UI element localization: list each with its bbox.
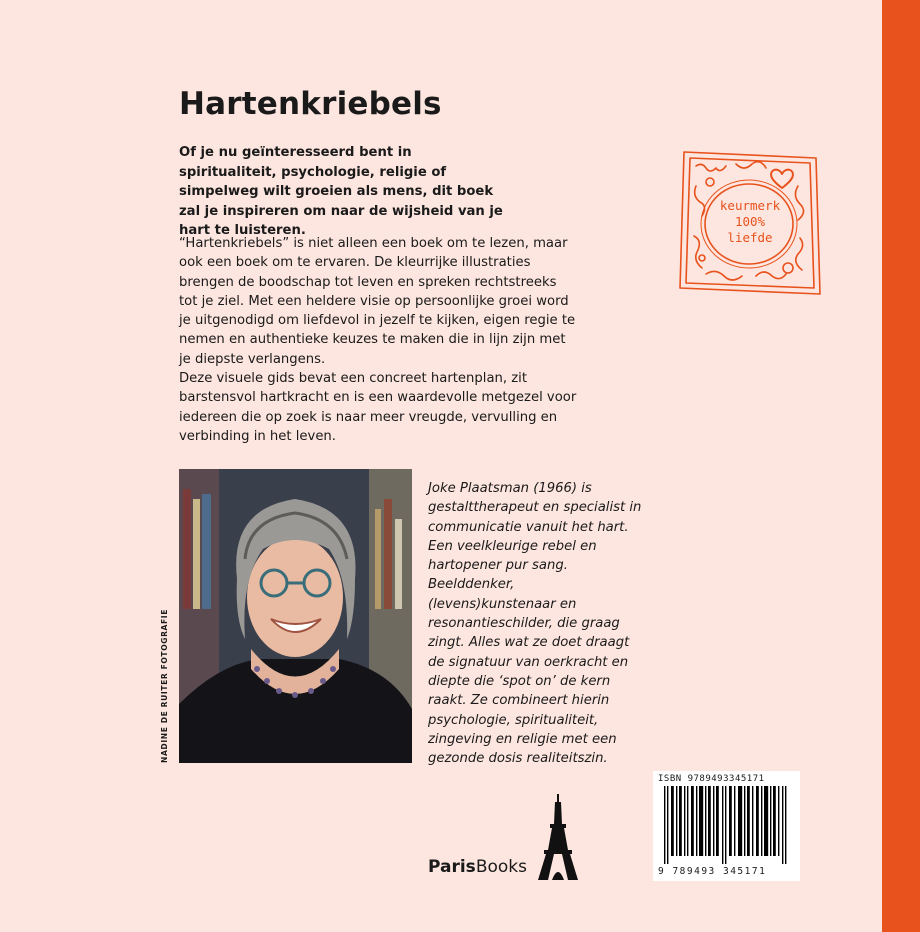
description [179,234,579,446]
book-title: Hartenkriebels [179,86,442,122]
publisher-name-paris: Paris [428,857,476,877]
publisher-name-books: Books [475,857,527,877]
lead-paragraph: Of je nu geïnteresseerd bent in spiritualiteit, psychologie, religie of simpelweg wilt groeien als mens, dit boek zal je inspireren om naar de wijsheid van je hart te luisteren. [179,145,503,238]
publisher-logo [428,792,588,882]
book-spine-edge [882,0,920,932]
keurmerk-stamp [676,146,824,298]
stamp-line-3: liefde [727,230,773,245]
publisher-name [428,857,527,877]
photo-credit: NADINE DE RUITER FOTOGRAFIE [160,608,169,763]
description-paragraph-1: “Hartenkriebels” is niet alleen een boek om te lezen, maar ook een boek om te ervaren. De kleurrijke illustraties brengen de boodschap tot leven en spreken rechtstreeks tot je ziel. Met een heldere visie op persoonlijke groei word je uitgenodigd om liefdevol in jezelf te kijken, eigen regie te nemen en authentieke keuzes te maken die in lijn zijn met je diepste verlangens. [179,236,576,367]
stamp-line-1: keurmerk [719,198,781,213]
isbn-label: ISBN 9789493345171 [658,774,765,784]
eiffel-tower-icon [538,794,578,880]
barcode-bars-icon [658,786,795,864]
description-paragraph-2: Deze visuele gids bevat een concreet hartenplan, zit barstensvol hartkracht en is een waardevolle metgezel voor iedereen die op zoek is naar meer vreugde, vervulling en verbinding in het leven. [179,371,577,444]
isbn-digits: 9 789493 345171 [658,866,767,877]
isbn-barcode [653,771,800,881]
stamp-text [676,198,824,246]
stamp-line-2: 100% [734,214,766,229]
author-photo [179,469,412,763]
author-bio: Joke Plaatsman (1966) is gestalttherapeut en specialist in communicatie vanuit het hart. Een veelkleurige rebel en hartopener pur sang. Beelddenker, (levens)kunstenaar en resonantieschilder, die graag zingt. Alles wat ze doet draagt de signatuur van oerkracht en diepte die ‘spot on’ de kern raakt. Ze combineert hierin psychologie, spiritualiteit, zingeving en religie met een gezonde dosis realiteitszin. [428,481,642,767]
